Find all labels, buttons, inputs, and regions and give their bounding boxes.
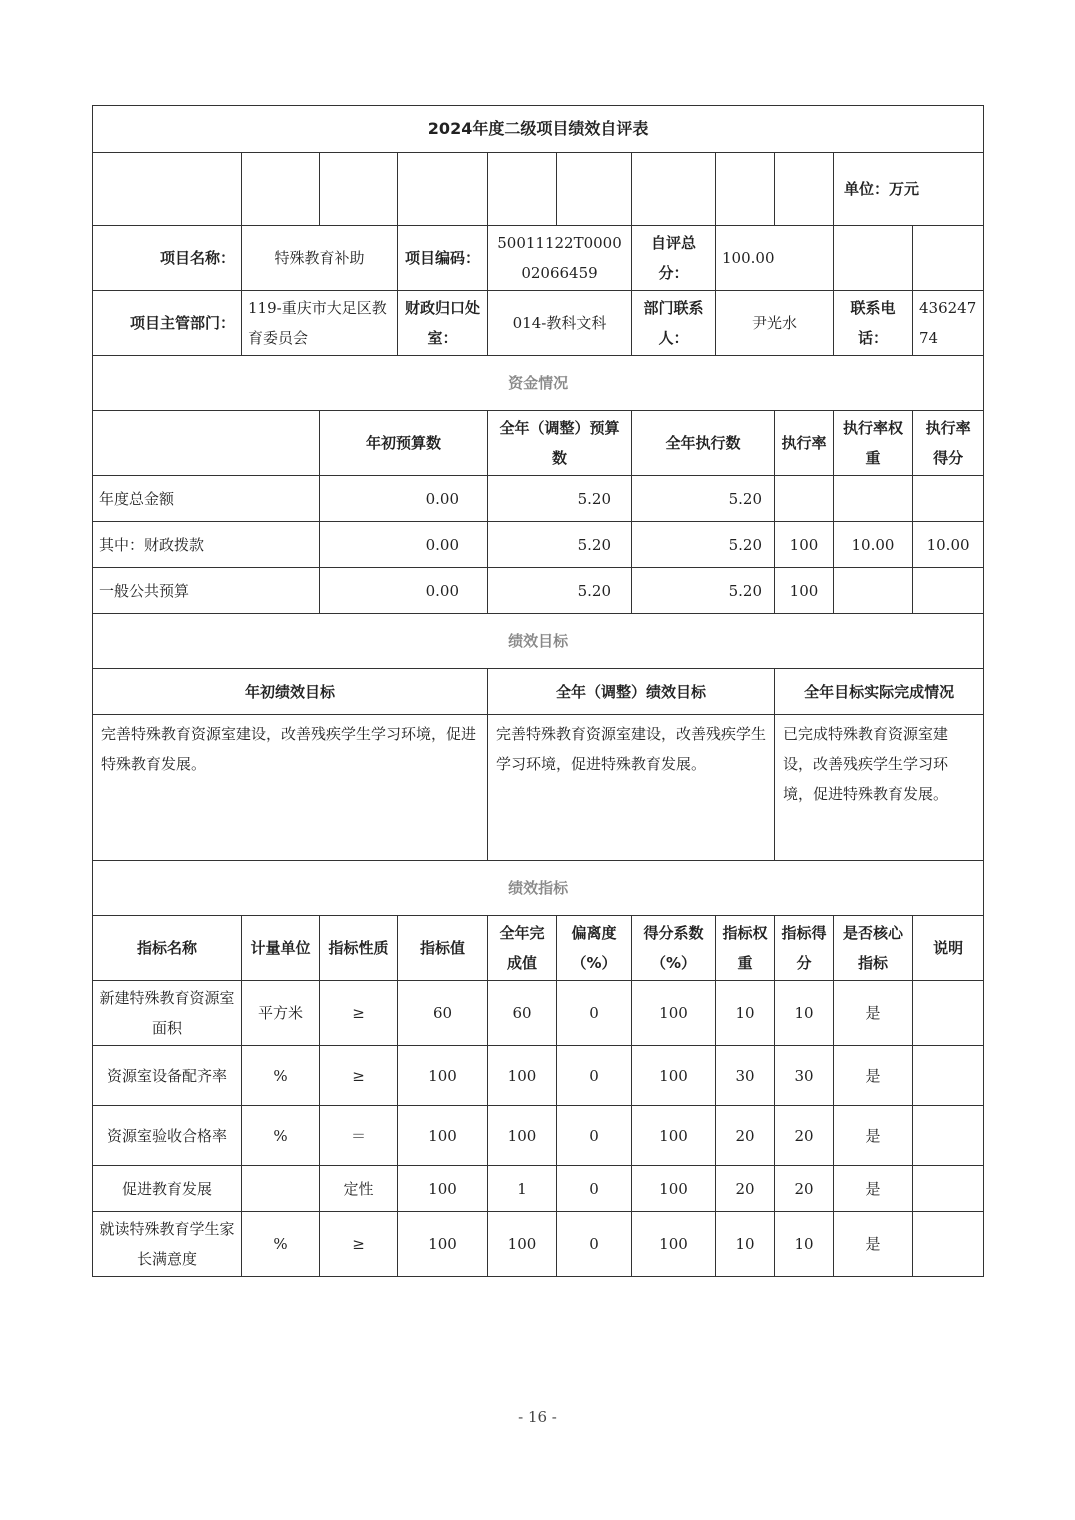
page-number: - 16 - xyxy=(518,1408,557,1426)
ind-core: 是 xyxy=(834,1212,913,1277)
ind-name: 资源室验收合格率 xyxy=(93,1106,242,1166)
ind-header-weight: 指标权重 xyxy=(716,916,775,981)
dept-value: 119-重庆市大足区教育委员会 xyxy=(242,291,398,356)
ind-core: 是 xyxy=(834,981,913,1046)
dept-label: 项目主管部门： xyxy=(93,291,242,356)
funds-row-name: 年度总金额 xyxy=(93,476,320,522)
score-value: 100.00 xyxy=(716,226,834,291)
funds-row-score xyxy=(913,476,984,522)
funds-row-rate: 100 xyxy=(775,568,834,614)
ind-actual: 100 xyxy=(488,1106,557,1166)
ind-actual: 100 xyxy=(488,1046,557,1106)
ind-note xyxy=(913,1106,984,1166)
funds-header-adjusted: 全年（调整）预算数 xyxy=(488,411,632,476)
ind-score: 20 xyxy=(775,1106,834,1166)
funds-header-weight: 执行率权重 xyxy=(834,411,913,476)
indicator-row xyxy=(93,1106,984,1166)
finance-value: 014-教科文科 xyxy=(488,291,632,356)
funds-header-row xyxy=(93,411,984,476)
ind-nature: ＝ xyxy=(320,1106,398,1166)
ind-header-deviation: 偏离度（%） xyxy=(557,916,632,981)
ind-weight: 20 xyxy=(716,1166,775,1212)
ind-score: 20 xyxy=(775,1166,834,1212)
ind-header-target: 指标值 xyxy=(398,916,488,981)
ind-deviation: 0 xyxy=(557,1166,632,1212)
ind-target: 100 xyxy=(398,1166,488,1212)
funds-row-score: 10.00 xyxy=(913,522,984,568)
phone-label: 联系电话： xyxy=(834,291,913,356)
funds-row-initial: 0.00 xyxy=(320,522,488,568)
phone-value: 43624774 xyxy=(913,291,984,356)
funds-row-weight xyxy=(834,568,913,614)
ind-coef: 100 xyxy=(632,981,716,1046)
funds-row-adjusted: 5.20 xyxy=(488,568,632,614)
ind-deviation: 0 xyxy=(557,1046,632,1106)
funds-row-adjusted: 5.20 xyxy=(488,476,632,522)
ind-name: 新建特殊教育资源室面积 xyxy=(93,981,242,1046)
ind-target: 60 xyxy=(398,981,488,1046)
project-name-label: 项目名称： xyxy=(93,226,242,291)
goals-header-initial: 年初绩效目标 xyxy=(93,669,488,715)
ind-actual: 60 xyxy=(488,981,557,1046)
funds-row-initial: 0.00 xyxy=(320,568,488,614)
funds-row-executed: 5.20 xyxy=(632,476,775,522)
funds-header-executed: 全年执行数 xyxy=(632,411,775,476)
ind-header-nature: 指标性质 xyxy=(320,916,398,981)
project-row-2 xyxy=(93,291,984,356)
funds-row-executed: 5.20 xyxy=(632,568,775,614)
funds-row xyxy=(93,476,984,522)
goals-section-title: 绩效目标 xyxy=(93,614,984,669)
ind-header-score: 指标得分 xyxy=(775,916,834,981)
funds-row xyxy=(93,568,984,614)
ind-nature: ≥ xyxy=(320,1212,398,1277)
ind-name: 就读特殊教育学生家长满意度 xyxy=(93,1212,242,1277)
goal-adjusted: 完善特殊教育资源室建设，改善残疾学生学习环境，促进特殊教育发展。 xyxy=(488,715,775,861)
ind-coef: 100 xyxy=(632,1166,716,1212)
ind-unit: % xyxy=(242,1106,320,1166)
project-code: 50011122T000002066459 xyxy=(488,226,632,291)
ind-weight: 10 xyxy=(716,981,775,1046)
indicator-row xyxy=(93,1166,984,1212)
funds-row-adjusted: 5.20 xyxy=(488,522,632,568)
goals-header-row xyxy=(93,669,984,715)
ind-core: 是 xyxy=(834,1106,913,1166)
ind-deviation: 0 xyxy=(557,1212,632,1277)
funds-row-rate: 100 xyxy=(775,522,834,568)
funds-row-name: 一般公共预算 xyxy=(93,568,320,614)
goals-content-row xyxy=(93,715,984,861)
ind-core: 是 xyxy=(834,1046,913,1106)
evaluation-table xyxy=(92,105,984,1277)
ind-nature: ≥ xyxy=(320,981,398,1046)
ind-unit xyxy=(242,1166,320,1212)
funds-section-title: 资金情况 xyxy=(93,356,984,411)
funds-row-score xyxy=(913,568,984,614)
ind-name: 促进教育发展 xyxy=(93,1166,242,1212)
ind-unit: 平方米 xyxy=(242,981,320,1046)
ind-target: 100 xyxy=(398,1106,488,1166)
funds-row-initial: 0.00 xyxy=(320,476,488,522)
project-code-label: 项目编码： xyxy=(398,226,488,291)
ind-deviation: 0 xyxy=(557,1106,632,1166)
ind-nature: 定性 xyxy=(320,1166,398,1212)
contact-value: 尹光水 xyxy=(716,291,834,356)
project-name: 特殊教育补助 xyxy=(242,226,398,291)
ind-note xyxy=(913,981,984,1046)
ind-deviation: 0 xyxy=(557,981,632,1046)
goals-header-actual: 全年目标实际完成情况 xyxy=(775,669,984,715)
ind-coef: 100 xyxy=(632,1212,716,1277)
ind-weight: 30 xyxy=(716,1046,775,1106)
funds-row-rate xyxy=(775,476,834,522)
funds-row xyxy=(93,522,984,568)
indicator-row xyxy=(93,1212,984,1277)
funds-header-rate: 执行率 xyxy=(775,411,834,476)
funds-row-weight xyxy=(834,476,913,522)
form-title: 2024年度二级项目绩效自评表 xyxy=(93,106,984,153)
ind-note xyxy=(913,1166,984,1212)
ind-score: 10 xyxy=(775,1212,834,1277)
ind-header-note: 说明 xyxy=(913,916,984,981)
ind-score: 10 xyxy=(775,981,834,1046)
ind-core: 是 xyxy=(834,1166,913,1212)
ind-header-coef: 得分系数（%） xyxy=(632,916,716,981)
ind-note xyxy=(913,1212,984,1277)
ind-header-core: 是否核心指标 xyxy=(834,916,913,981)
funds-row-executed: 5.20 xyxy=(632,522,775,568)
funds-row-weight: 10.00 xyxy=(834,522,913,568)
indicator-row xyxy=(93,1046,984,1106)
unit-row xyxy=(93,153,984,226)
ind-unit: % xyxy=(242,1046,320,1106)
ind-actual: 100 xyxy=(488,1212,557,1277)
ind-weight: 20 xyxy=(716,1106,775,1166)
ind-header-unit: 计量单位 xyxy=(242,916,320,981)
ind-coef: 100 xyxy=(632,1046,716,1106)
ind-nature: ≥ xyxy=(320,1046,398,1106)
ind-weight: 10 xyxy=(716,1212,775,1277)
ind-unit: % xyxy=(242,1212,320,1277)
finance-label: 财政归口处室： xyxy=(398,291,488,356)
ind-header-actual: 全年完成值 xyxy=(488,916,557,981)
indicators-section-title: 绩效指标 xyxy=(93,861,984,916)
ind-target: 100 xyxy=(398,1212,488,1277)
funds-header-initial: 年初预算数 xyxy=(320,411,488,476)
funds-row-name: 其中：财政拨款 xyxy=(93,522,320,568)
ind-header-name: 指标名称 xyxy=(93,916,242,981)
ind-actual: 1 xyxy=(488,1166,557,1212)
indicator-row xyxy=(93,981,984,1046)
unit-label: 单位：万元 xyxy=(834,153,984,226)
project-row-1 xyxy=(93,226,984,291)
ind-name: 资源室设备配齐率 xyxy=(93,1046,242,1106)
ind-coef: 100 xyxy=(632,1106,716,1166)
contact-label: 部门联系人： xyxy=(632,291,716,356)
ind-note xyxy=(913,1046,984,1106)
ind-target: 100 xyxy=(398,1046,488,1106)
goal-initial: 完善特殊教育资源室建设，改善残疾学生学习环境，促进特殊教育发展。 xyxy=(93,715,488,861)
goal-actual: 已完成特殊教育资源室建设，改善残疾学生学习环境，促进特殊教育发展。 xyxy=(775,715,984,861)
indicators-header-row xyxy=(93,916,984,981)
ind-score: 30 xyxy=(775,1046,834,1106)
goals-header-adjusted: 全年（调整）绩效目标 xyxy=(488,669,775,715)
score-label: 自评总分： xyxy=(632,226,716,291)
funds-header-score: 执行率得分 xyxy=(913,411,984,476)
